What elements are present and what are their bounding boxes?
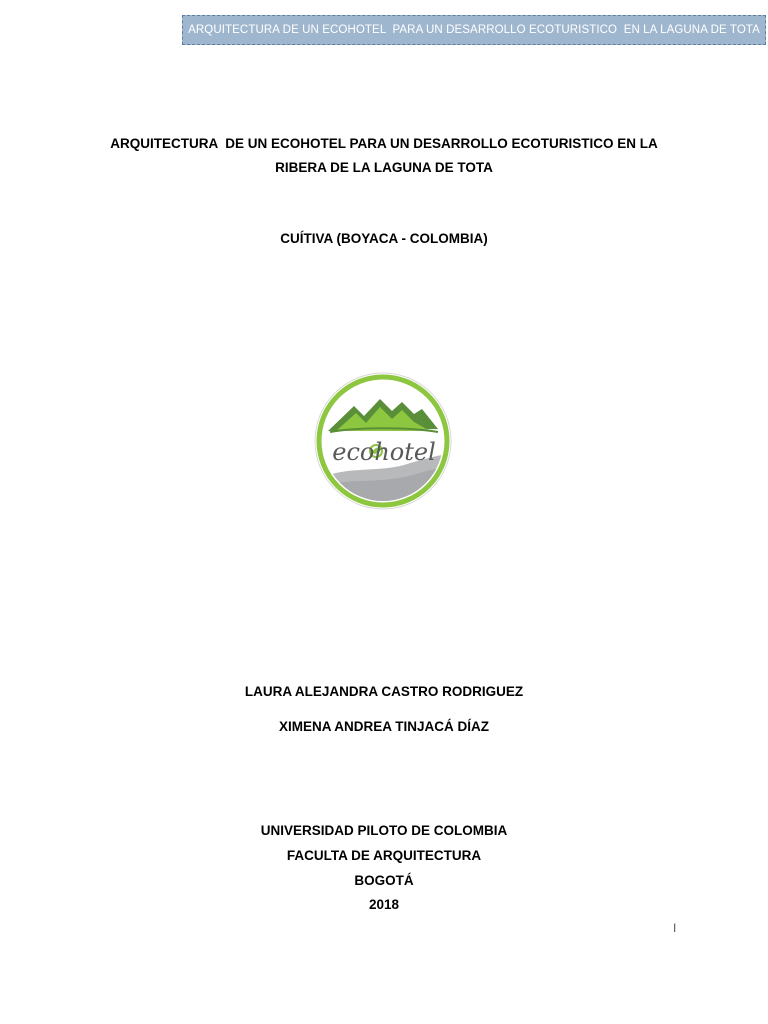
faculty-name: FACULTA DE ARQUITECTURA	[286, 848, 482, 863]
document-location: CUÍTIVA (BOYACA - COLOMBIA)	[280, 231, 488, 246]
running-header-text: ARQUITECTURA DE UN ECOHOTEL PARA UN DESARROLLO ECOTURISTICO EN LA LAGUNA DE TOTA	[188, 24, 760, 36]
document-title-line-1: ARQUITECTURA DE UN ECOHOTEL PARA UN DESARROLLO ECOTURISTICO EN LA	[110, 136, 658, 151]
university-name: UNIVERSIDAD PILOTO DE COLOMBIA	[260, 823, 508, 838]
document-title-line-2: RIBERA DE LA LAGUNA DE TOTA	[275, 160, 493, 175]
year: 2018	[368, 897, 400, 912]
logo-wordmark: ecohotel	[332, 438, 436, 466]
city-name: BOGOTÁ	[354, 873, 414, 888]
author-1: LAURA ALEJANDRA CASTRO RODRIGUEZ	[244, 684, 524, 699]
page-number: I	[673, 921, 677, 935]
ecohotel-logo	[314, 369, 452, 513]
author-2: XIMENA ANDREA TINJACÁ DÍAZ	[278, 719, 489, 734]
running-header	[182, 15, 766, 45]
